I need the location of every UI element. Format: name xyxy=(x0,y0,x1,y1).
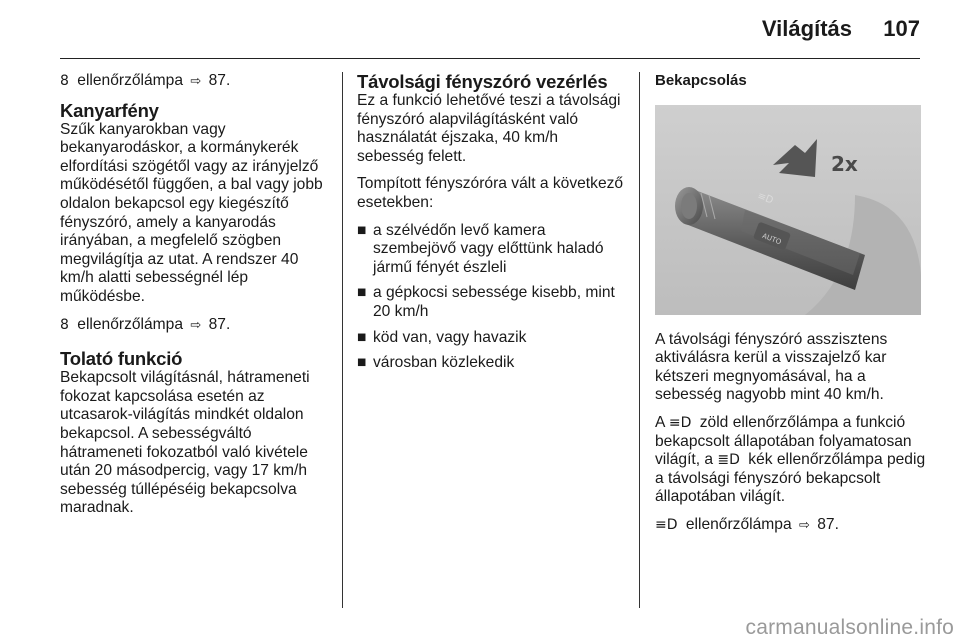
bullet-square-icon: ■ xyxy=(357,354,367,372)
bullet-square-icon: ■ xyxy=(357,221,367,239)
section-title: Tolató funkció xyxy=(60,348,183,370)
section-body: Szűk kanyarokban vagy bekanyarodáskor, a kormánykerék elfordítási szögétől vagy az irányjelző működésétől függően, a bal vagy jobb oldalon bekapcsol egy kiegészítő fényszóró, amely a kanyarodás irányában, a megfelelő szögben megvilágítja az utat. A rendszer 40 km/h alatti sebességnél lép működésbe. xyxy=(60,120,323,305)
column-divider-1 xyxy=(342,72,343,608)
header-divider xyxy=(60,58,920,59)
page-title: Világítás xyxy=(761,16,852,41)
list-item: ■ a gépkocsi sebessége kisebb, mint 20 km/h xyxy=(357,284,615,320)
paragraph: A távolsági fényszóró asszisztens aktiválásra kerül a visszajelző kar kétszeri megnyomásával, ha a sebesség nagyobb mint 40 km/h. xyxy=(655,330,888,404)
paragraph: A ≡D zöld ellenőrzőlámpa a funkció bekapcsolt állapotában folyamatosan világít, a ≣D kék ellenőrzőlámpa pedig a távolsági fényszóró bekapcsolt állapotában világít. xyxy=(655,413,926,506)
page-reference-arrow-icon: ⇨ xyxy=(190,74,202,89)
bullet-list xyxy=(357,222,629,373)
page-reference-link[interactable]: 87. xyxy=(208,315,231,333)
section-lead: Tompított fényszóróra vált a következő esetekben: xyxy=(357,175,624,211)
bullet-square-icon: ■ xyxy=(357,328,367,346)
stalk-illustration xyxy=(655,105,921,315)
high-beam-icon: ≣D xyxy=(717,452,740,469)
high-beam-assist-icon: ≡D xyxy=(668,414,692,431)
reference-line: ≡D ellenőrzőlámpa ⇨ 87. xyxy=(655,516,927,536)
page-reference-link[interactable]: 87. xyxy=(817,515,839,533)
svg-text:≡D: ≡D xyxy=(755,190,775,207)
reference-line: 8 ellenőrzőlámpa ⇨ 87. xyxy=(60,316,332,336)
list-item: ■ a szélvédőn levő kamera szembejövő vagy előttünk haladó jármű fényét észleli xyxy=(357,221,604,276)
cornering-light-icon: 8 xyxy=(60,316,69,333)
press-twice-label: 2x xyxy=(831,151,858,176)
reference-line: 8 ellenőrzőlámpa ⇨ 87. xyxy=(60,72,332,92)
section-title: Kanyarfény xyxy=(60,99,159,121)
svg-text:AUTO: AUTO xyxy=(761,231,783,246)
list-item: ■ köd van, vagy havazik xyxy=(357,328,527,346)
page-number: 107 xyxy=(883,16,920,41)
section-intro: Ez a funkció lehetővé teszi a távolsági fényszóró alapvilágításként való használatát éjszaka, 40 km/h sebesség felett. xyxy=(357,92,621,165)
section-body: Bekapcsolt világításnál, hátrameneti fokozat kapcsolása esetén az utcasarok-világítás mindkét oldalon bekapcsol. A sebességváltó hátrameneti fokozatból való kivétele után 20 másodpercig, vagy 17 km/h sebesség túllépéséig bekapcsolva maradnak. xyxy=(60,369,310,517)
page-reference-arrow-icon: ⇨ xyxy=(798,517,810,533)
column-left xyxy=(60,72,332,527)
watermark: carmanualsonline.info xyxy=(745,616,954,639)
high-beam-assist-icon: ≡D xyxy=(655,516,678,533)
bullet-square-icon: ■ xyxy=(357,284,367,302)
list-item: ■ városban közlekedik xyxy=(357,354,515,372)
column-divider-2 xyxy=(639,72,640,608)
cornering-light-icon: 8 xyxy=(60,73,69,89)
page-header xyxy=(0,0,960,58)
subsection-title: Bekapcsolás xyxy=(655,72,747,89)
page-reference-link[interactable]: 87. xyxy=(208,72,231,89)
column-right xyxy=(655,72,927,545)
section-title: Távolsági fényszóró vezérlés xyxy=(357,71,608,92)
column-middle xyxy=(357,72,629,380)
page-reference-arrow-icon: ⇨ xyxy=(190,317,202,333)
turn-signal-lever-illustration xyxy=(655,105,921,315)
